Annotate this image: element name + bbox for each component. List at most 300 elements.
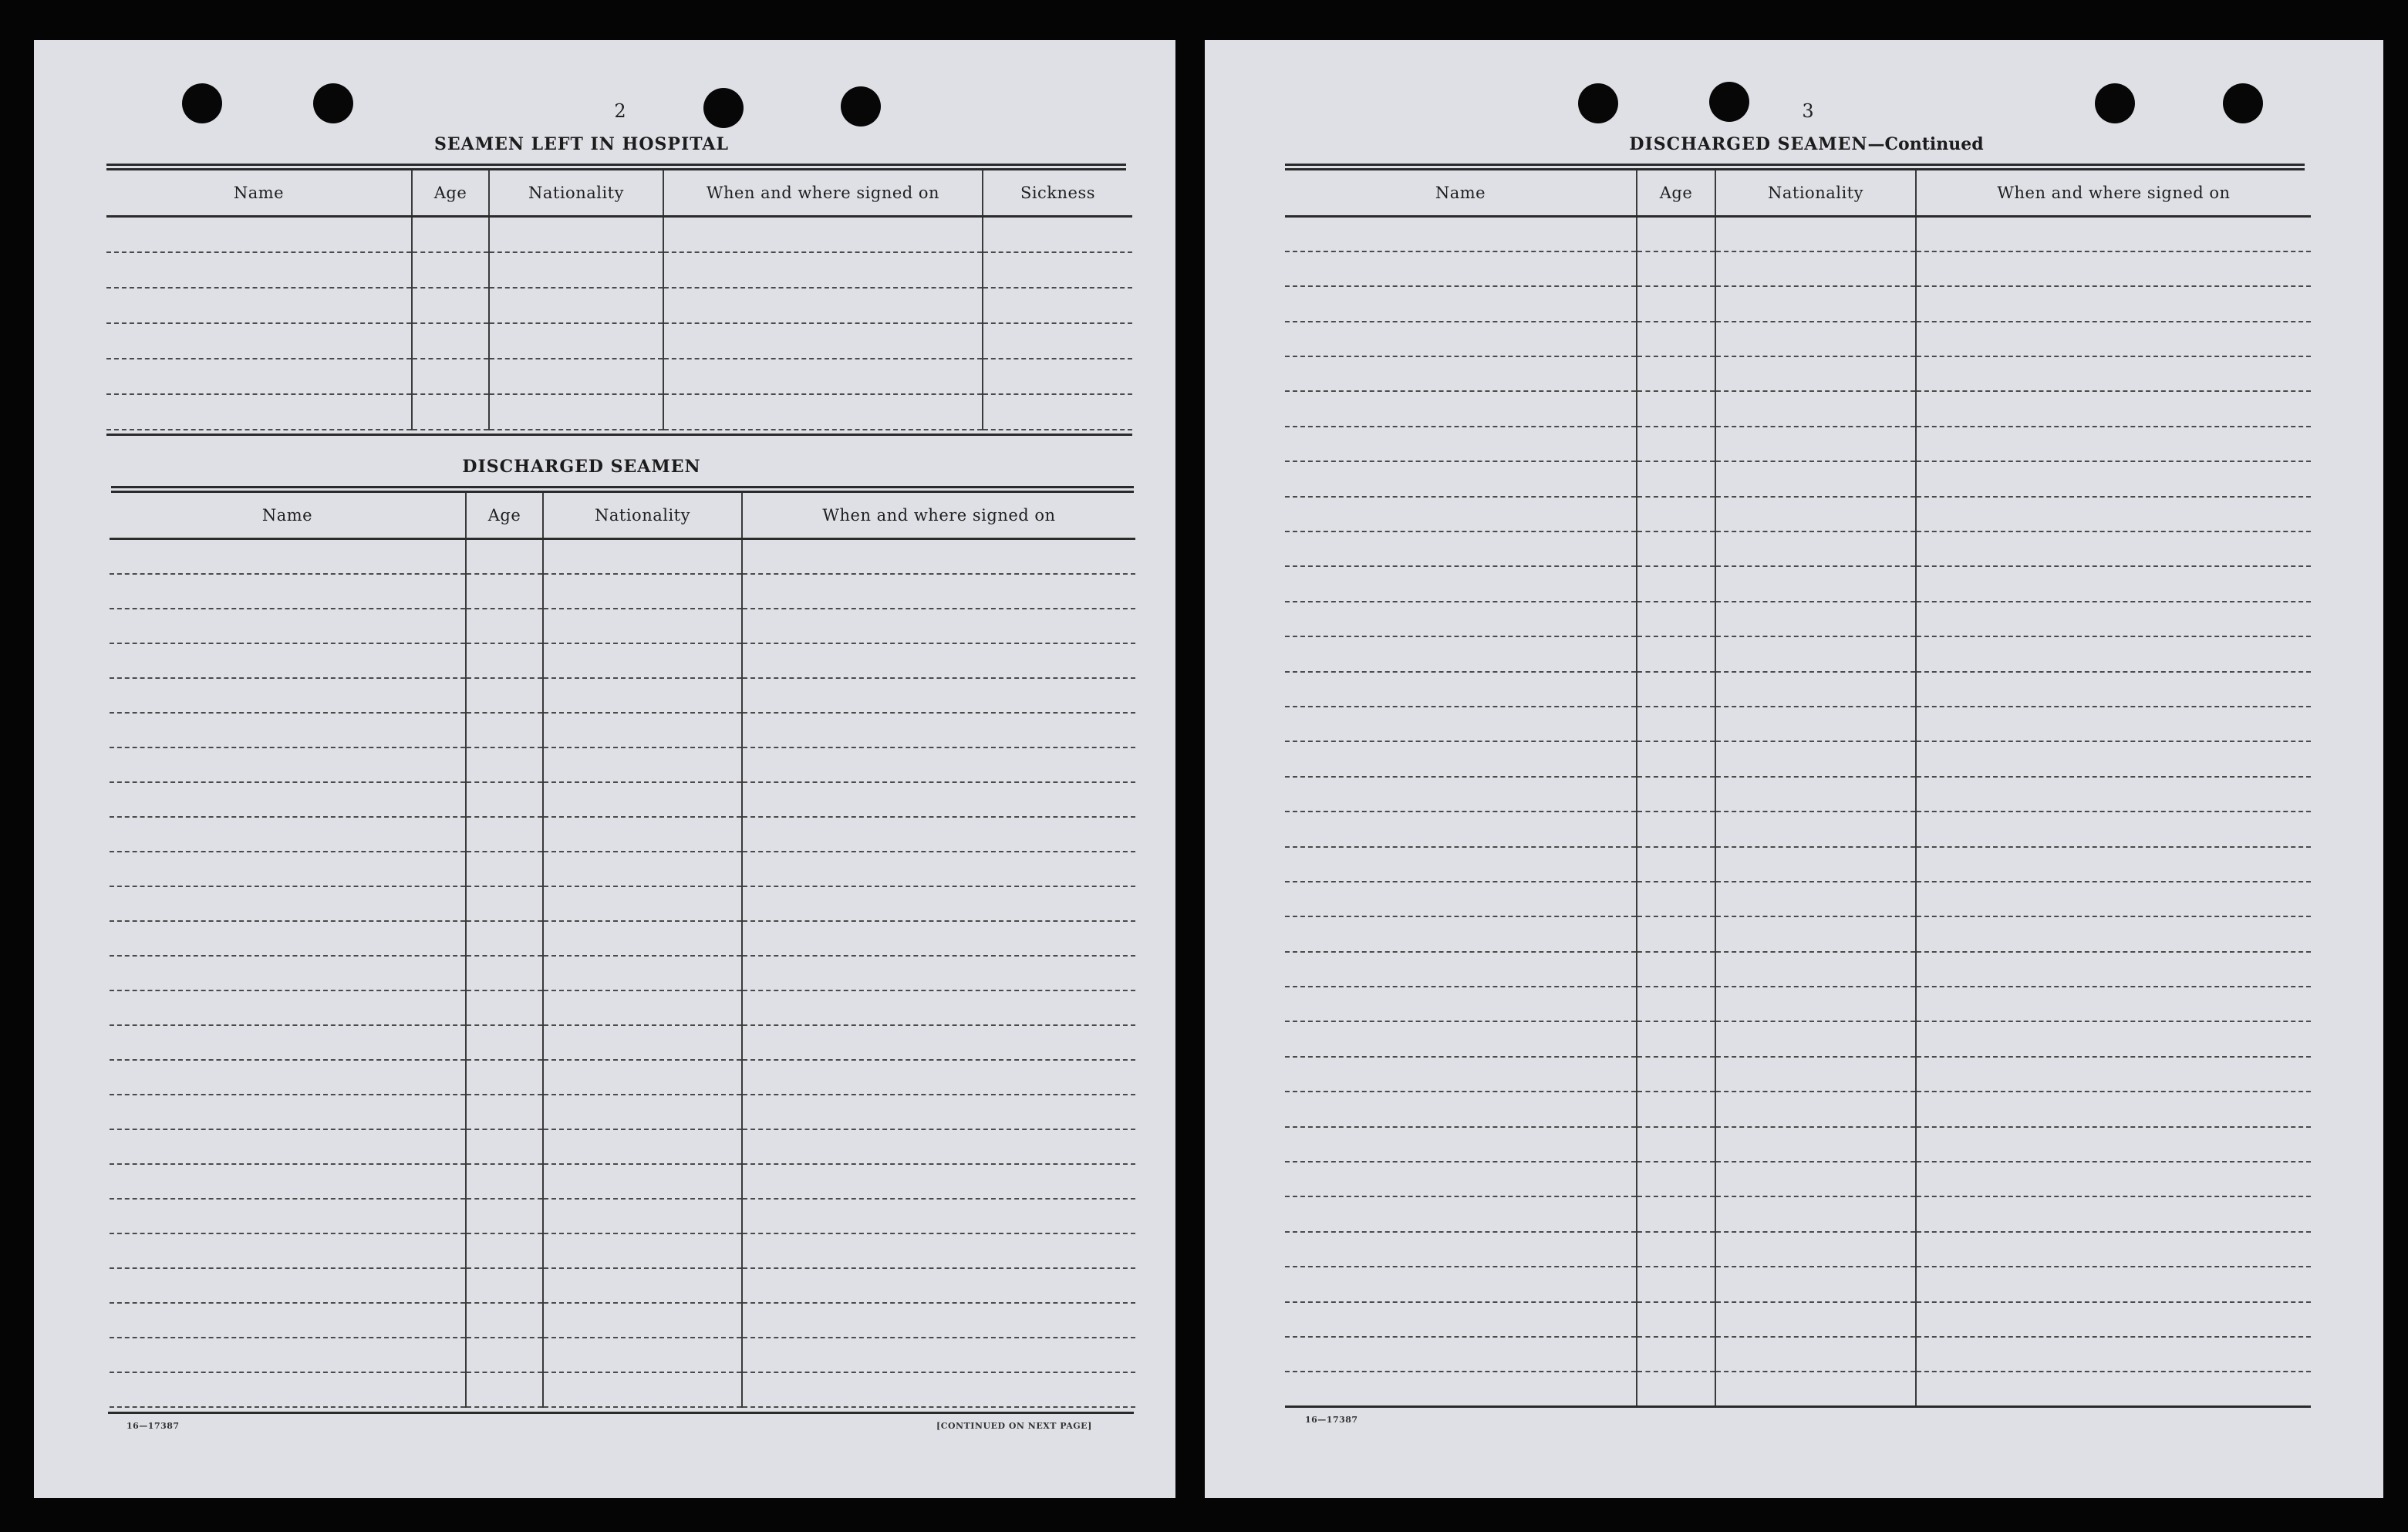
blank-entry-cell[interactable] xyxy=(1637,602,1715,636)
blank-entry-cell[interactable] xyxy=(742,1025,1135,1060)
blank-entry-cell[interactable] xyxy=(1637,952,1715,987)
blank-entry-cell[interactable] xyxy=(110,817,466,852)
table-row xyxy=(110,1338,1135,1372)
blank-entry-cell[interactable] xyxy=(742,1129,1135,1164)
blank-entry-cell[interactable] xyxy=(1637,427,1715,461)
blank-entry-cell[interactable] xyxy=(412,252,489,288)
blank-entry-cell[interactable] xyxy=(466,852,543,886)
blank-entry-cell[interactable] xyxy=(1916,286,2311,321)
blank-entry-cell[interactable] xyxy=(110,678,466,713)
blank-entry-cell[interactable] xyxy=(1285,636,1637,671)
blank-entry-cell[interactable] xyxy=(1715,1232,1916,1267)
blank-entry-cell[interactable] xyxy=(1285,1267,1637,1301)
blank-entry-cell[interactable] xyxy=(466,539,543,574)
blank-entry-cell[interactable] xyxy=(466,886,543,921)
blank-entry-cell[interactable] xyxy=(412,359,489,394)
table-row xyxy=(110,817,1135,852)
blank-entry-cell[interactable] xyxy=(466,574,543,609)
blank-entry-cell[interactable] xyxy=(1715,847,1916,882)
blank-entry-cell[interactable] xyxy=(1285,812,1637,846)
blank-entry-cell[interactable] xyxy=(1285,1162,1637,1196)
blank-entry-cell[interactable] xyxy=(543,574,742,609)
blank-entry-cell[interactable] xyxy=(1715,1372,1916,1406)
blank-entry-cell[interactable] xyxy=(983,359,1132,394)
blank-entry-cell[interactable] xyxy=(1285,882,1637,916)
blank-entry-cell[interactable] xyxy=(1637,1337,1715,1372)
blank-entry-cell[interactable] xyxy=(1285,777,1637,812)
blank-entry-cell[interactable] xyxy=(466,1233,543,1268)
blank-entry-cell[interactable] xyxy=(543,956,742,990)
blank-entry-cell[interactable] xyxy=(1916,1057,2311,1092)
hospital-table xyxy=(106,170,1132,430)
blank-entry-cell[interactable] xyxy=(1285,1196,1637,1231)
blank-entry-cell[interactable] xyxy=(1637,566,1715,601)
table-row xyxy=(1285,217,2311,251)
blank-entry-cell[interactable] xyxy=(1285,741,1637,776)
blank-entry-cell[interactable] xyxy=(110,713,466,747)
table-row xyxy=(1285,1337,2311,1372)
blank-entry-cell[interactable] xyxy=(1916,1127,2311,1162)
blank-entry-cell[interactable] xyxy=(1715,602,1916,636)
blank-entry-cell[interactable] xyxy=(110,1268,466,1303)
blank-entry-cell[interactable] xyxy=(1637,1267,1715,1301)
blank-entry-cell[interactable] xyxy=(543,1060,742,1095)
blank-entry-cell[interactable] xyxy=(543,1233,742,1268)
blank-entry-cell[interactable] xyxy=(1916,497,2311,531)
blank-entry-cell[interactable] xyxy=(1715,812,1916,846)
blank-entry-cell[interactable] xyxy=(742,1060,1135,1095)
blank-entry-cell[interactable] xyxy=(1916,777,2311,812)
blank-entry-cell[interactable] xyxy=(110,1129,466,1164)
blank-entry-cell[interactable] xyxy=(110,852,466,886)
blank-entry-cell[interactable] xyxy=(742,1268,1135,1303)
blank-entry-cell[interactable] xyxy=(1916,566,2311,601)
blank-entry-cell[interactable] xyxy=(543,1095,742,1129)
blank-entry-cell[interactable] xyxy=(543,782,742,817)
blank-entry-cell[interactable] xyxy=(663,217,983,252)
blank-entry-cell[interactable] xyxy=(1916,1196,2311,1231)
blank-entry-cell[interactable] xyxy=(1637,286,1715,321)
blank-entry-cell[interactable] xyxy=(543,817,742,852)
blank-entry-cell[interactable] xyxy=(1285,251,1637,286)
blank-entry-cell[interactable] xyxy=(543,1338,742,1372)
blank-entry-cell[interactable] xyxy=(1715,461,1916,496)
blank-entry-cell[interactable] xyxy=(1637,251,1715,286)
blank-entry-cell[interactable] xyxy=(1715,1127,1916,1162)
blank-entry-cell[interactable] xyxy=(1715,707,1916,741)
table-row xyxy=(110,539,1135,574)
blank-entry-cell[interactable] xyxy=(742,990,1135,1025)
blank-entry-cell[interactable] xyxy=(1916,1267,2311,1301)
blank-entry-cell[interactable] xyxy=(742,643,1135,678)
blank-entry-cell[interactable] xyxy=(110,643,466,678)
blank-entry-cell[interactable] xyxy=(1637,391,1715,426)
blank-entry-cell[interactable] xyxy=(742,852,1135,886)
blank-entry-cell[interactable] xyxy=(1637,1127,1715,1162)
blank-entry-cell[interactable] xyxy=(1285,672,1637,707)
blank-entry-cell[interactable] xyxy=(466,1164,543,1199)
blank-entry-cell[interactable] xyxy=(1715,1057,1916,1092)
blank-entry-cell[interactable] xyxy=(110,956,466,990)
blank-entry-cell[interactable] xyxy=(1715,531,1916,566)
column-header-nationality: Nationality xyxy=(489,170,663,217)
blank-entry-cell[interactable] xyxy=(543,1164,742,1199)
blank-entry-cell[interactable] xyxy=(110,886,466,921)
blank-entry-cell[interactable] xyxy=(1285,1232,1637,1267)
blank-entry-cell[interactable] xyxy=(1637,1302,1715,1337)
blank-entry-cell[interactable] xyxy=(110,1372,466,1407)
table-row xyxy=(110,1199,1135,1233)
blank-entry-cell[interactable] xyxy=(742,817,1135,852)
table-row xyxy=(110,713,1135,747)
blank-entry-cell[interactable] xyxy=(412,394,489,430)
blank-entry-cell[interactable] xyxy=(466,609,543,643)
blank-entry-cell[interactable] xyxy=(742,574,1135,609)
blank-entry-cell[interactable] xyxy=(983,323,1132,359)
blank-entry-cell[interactable] xyxy=(466,990,543,1025)
column-header-nationality: Nationality xyxy=(1715,170,1916,217)
blank-entry-cell[interactable] xyxy=(489,394,663,430)
blank-entry-cell[interactable] xyxy=(742,886,1135,921)
table-row xyxy=(1285,812,2311,846)
table-row xyxy=(110,1025,1135,1060)
blank-entry-cell[interactable] xyxy=(466,1303,543,1338)
blank-entry-cell[interactable] xyxy=(1285,322,1637,356)
table-row xyxy=(110,782,1135,817)
blank-entry-cell[interactable] xyxy=(1715,566,1916,601)
blank-entry-cell[interactable] xyxy=(742,1372,1135,1407)
blank-entry-cell[interactable] xyxy=(412,217,489,252)
blank-entry-cell[interactable] xyxy=(1715,497,1916,531)
blank-entry-cell[interactable] xyxy=(110,574,466,609)
blank-entry-cell[interactable] xyxy=(1916,461,2311,496)
table-row xyxy=(1285,1196,2311,1231)
blank-entry-cell[interactable] xyxy=(1285,427,1637,461)
blank-entry-cell[interactable] xyxy=(1715,987,1916,1021)
double-rule xyxy=(111,486,1134,493)
blank-entry-cell[interactable] xyxy=(466,956,543,990)
blank-entry-cell[interactable] xyxy=(1637,777,1715,812)
blank-entry-cell[interactable] xyxy=(983,217,1132,252)
blank-entry-cell[interactable] xyxy=(543,852,742,886)
blank-entry-cell[interactable] xyxy=(1285,391,1637,426)
blank-entry-cell[interactable] xyxy=(1715,741,1916,776)
table-row xyxy=(1285,1021,2311,1056)
blank-entry-cell[interactable] xyxy=(1637,636,1715,671)
blank-entry-cell[interactable] xyxy=(1916,1021,2311,1056)
blank-entry-cell[interactable] xyxy=(1285,1057,1637,1092)
blank-entry-cell[interactable] xyxy=(543,1303,742,1338)
blank-entry-cell[interactable] xyxy=(1715,1337,1916,1372)
blank-entry-cell[interactable] xyxy=(1916,952,2311,987)
title-suffix: —Continued xyxy=(1867,134,1984,154)
blank-entry-cell[interactable] xyxy=(466,1372,543,1407)
blank-entry-cell[interactable] xyxy=(1916,1372,2311,1406)
blank-entry-cell[interactable] xyxy=(466,713,543,747)
blank-entry-cell[interactable] xyxy=(1916,741,2311,776)
blank-entry-cell[interactable] xyxy=(489,288,663,323)
blank-entry-cell[interactable] xyxy=(1916,987,2311,1021)
blank-entry-cell[interactable] xyxy=(1715,916,1916,951)
blank-entry-cell[interactable] xyxy=(742,713,1135,747)
column-header-when-and-where-signed-on: When and where signed on xyxy=(742,493,1135,539)
blank-entry-cell[interactable] xyxy=(742,1233,1135,1268)
blank-entry-cell[interactable] xyxy=(1285,1127,1637,1162)
table-row xyxy=(1285,566,2311,601)
blank-entry-cell[interactable] xyxy=(1916,322,2311,356)
blank-entry-cell[interactable] xyxy=(543,886,742,921)
blank-entry-cell[interactable] xyxy=(110,1303,466,1338)
blank-entry-cell[interactable] xyxy=(742,1303,1135,1338)
blank-entry-cell[interactable] xyxy=(106,252,412,288)
blank-entry-cell[interactable] xyxy=(1285,566,1637,601)
blank-entry-cell[interactable] xyxy=(543,539,742,574)
blank-entry-cell[interactable] xyxy=(412,323,489,359)
blank-entry-cell[interactable] xyxy=(466,1199,543,1233)
blank-entry-cell[interactable] xyxy=(1637,217,1715,251)
blank-entry-cell[interactable] xyxy=(1715,1196,1916,1231)
blank-entry-cell[interactable] xyxy=(1916,602,2311,636)
blank-entry-cell[interactable] xyxy=(1715,1021,1916,1056)
blank-entry-cell[interactable] xyxy=(1285,707,1637,741)
blank-entry-cell[interactable] xyxy=(983,288,1132,323)
blank-entry-cell[interactable] xyxy=(110,1233,466,1268)
blank-entry-cell[interactable] xyxy=(1715,1162,1916,1196)
blank-entry-cell[interactable] xyxy=(1916,636,2311,671)
blank-entry-cell[interactable] xyxy=(742,1338,1135,1372)
blank-entry-cell[interactable] xyxy=(466,643,543,678)
blank-entry-cell[interactable] xyxy=(110,1338,466,1372)
blank-entry-cell[interactable] xyxy=(1916,707,2311,741)
blank-entry-cell[interactable] xyxy=(106,394,412,430)
blank-entry-cell[interactable] xyxy=(1916,356,2311,391)
blank-entry-cell[interactable] xyxy=(466,782,543,817)
blank-entry-cell[interactable] xyxy=(663,252,983,288)
discharged-table-left xyxy=(110,493,1135,1408)
blank-entry-cell[interactable] xyxy=(1637,1232,1715,1267)
blank-entry-cell[interactable] xyxy=(1715,427,1916,461)
blank-entry-cell[interactable] xyxy=(1916,812,2311,846)
blank-entry-cell[interactable] xyxy=(1916,1337,2311,1372)
table-row xyxy=(110,747,1135,782)
blank-entry-cell[interactable] xyxy=(1285,1337,1637,1372)
blank-entry-cell[interactable] xyxy=(110,539,466,574)
blank-entry-cell[interactable] xyxy=(1637,461,1715,496)
blank-entry-cell[interactable] xyxy=(466,678,543,713)
blank-entry-cell[interactable] xyxy=(1916,251,2311,286)
blank-entry-cell[interactable] xyxy=(1715,1267,1916,1301)
blank-entry-cell[interactable] xyxy=(110,990,466,1025)
blank-entry-cell[interactable] xyxy=(1285,1021,1637,1056)
blank-entry-cell[interactable] xyxy=(1916,1162,2311,1196)
blank-entry-cell[interactable] xyxy=(1285,1302,1637,1337)
blank-entry-cell[interactable] xyxy=(1715,286,1916,321)
blank-entry-cell[interactable] xyxy=(742,921,1135,956)
blank-entry-cell[interactable] xyxy=(1285,286,1637,321)
blank-entry-cell[interactable] xyxy=(663,288,983,323)
blank-entry-cell[interactable] xyxy=(466,921,543,956)
blank-entry-cell[interactable] xyxy=(110,1095,466,1129)
table-row xyxy=(1285,882,2311,916)
blank-entry-cell[interactable] xyxy=(1637,1372,1715,1406)
blank-entry-cell[interactable] xyxy=(742,1164,1135,1199)
blank-entry-cell[interactable] xyxy=(663,359,983,394)
blank-entry-cell[interactable] xyxy=(742,782,1135,817)
blank-entry-cell[interactable] xyxy=(110,782,466,817)
blank-entry-cell[interactable] xyxy=(1285,916,1637,951)
blank-entry-cell[interactable] xyxy=(1637,707,1715,741)
blank-entry-cell[interactable] xyxy=(1715,251,1916,286)
blank-entry-cell[interactable] xyxy=(1285,531,1637,566)
blank-entry-cell[interactable] xyxy=(543,1199,742,1233)
blank-entry-cell[interactable] xyxy=(543,713,742,747)
blank-entry-cell[interactable] xyxy=(466,1129,543,1164)
blank-entry-cell[interactable] xyxy=(1916,427,2311,461)
blank-entry-cell[interactable] xyxy=(543,678,742,713)
blank-entry-cell[interactable] xyxy=(489,217,663,252)
blank-entry-cell[interactable] xyxy=(1285,497,1637,531)
blank-entry-cell[interactable] xyxy=(543,1129,742,1164)
blank-entry-cell[interactable] xyxy=(543,643,742,678)
blank-entry-cell[interactable] xyxy=(489,252,663,288)
blank-entry-cell[interactable] xyxy=(1285,1092,1637,1126)
blank-entry-cell[interactable] xyxy=(1637,987,1715,1021)
table-row xyxy=(1285,531,2311,566)
blank-entry-cell[interactable] xyxy=(1715,217,1916,251)
table-row xyxy=(106,252,1132,288)
blank-entry-cell[interactable] xyxy=(1637,1057,1715,1092)
blank-entry-cell[interactable] xyxy=(110,1164,466,1199)
double-rule xyxy=(106,164,1126,170)
table-row xyxy=(1285,1267,2311,1301)
blank-entry-cell[interactable] xyxy=(1916,672,2311,707)
blank-entry-cell[interactable] xyxy=(1637,741,1715,776)
blank-entry-cell[interactable] xyxy=(110,921,466,956)
blank-entry-cell[interactable] xyxy=(1637,1162,1715,1196)
blank-entry-cell[interactable] xyxy=(1637,1021,1715,1056)
blank-entry-cell[interactable] xyxy=(1285,1372,1637,1406)
blank-entry-cell[interactable] xyxy=(106,217,412,252)
blank-entry-cell[interactable] xyxy=(1715,322,1916,356)
table-row xyxy=(110,1372,1135,1407)
blank-entry-cell[interactable] xyxy=(1637,672,1715,707)
blank-entry-cell[interactable] xyxy=(1285,952,1637,987)
blank-entry-cell[interactable] xyxy=(1916,1092,2311,1126)
blank-entry-cell[interactable] xyxy=(983,394,1132,430)
column-header-age: Age xyxy=(1637,170,1715,217)
blank-entry-cell[interactable] xyxy=(1637,1092,1715,1126)
blank-entry-cell[interactable] xyxy=(1637,1196,1715,1231)
blank-entry-cell[interactable] xyxy=(1285,461,1637,496)
blank-entry-cell[interactable] xyxy=(1916,882,2311,916)
blank-entry-cell[interactable] xyxy=(543,1025,742,1060)
blank-entry-cell[interactable] xyxy=(742,1199,1135,1233)
blank-entry-cell[interactable] xyxy=(1637,847,1715,882)
blank-entry-cell[interactable] xyxy=(1637,916,1715,951)
blank-entry-cell[interactable] xyxy=(110,1060,466,1095)
blank-entry-cell[interactable] xyxy=(543,747,742,782)
blank-entry-cell[interactable] xyxy=(663,323,983,359)
blank-entry-cell[interactable] xyxy=(466,1338,543,1372)
blank-entry-cell[interactable] xyxy=(1916,916,2311,951)
blank-entry-cell[interactable] xyxy=(1715,391,1916,426)
blank-entry-cell[interactable] xyxy=(1916,847,2311,882)
blank-entry-cell[interactable] xyxy=(1916,531,2311,566)
blank-entry-cell[interactable] xyxy=(466,1060,543,1095)
blank-entry-cell[interactable] xyxy=(1916,217,2311,251)
table-row xyxy=(1285,777,2311,812)
blank-entry-cell[interactable] xyxy=(466,1025,543,1060)
blank-entry-cell[interactable] xyxy=(1637,322,1715,356)
blank-entry-cell[interactable] xyxy=(1637,882,1715,916)
blank-entry-cell[interactable] xyxy=(1637,497,1715,531)
discharged-section-title: DISCHARGED SEAMEN xyxy=(462,457,701,477)
blank-entry-cell[interactable] xyxy=(742,1095,1135,1129)
blank-entry-cell[interactable] xyxy=(1285,217,1637,251)
blank-entry-cell[interactable] xyxy=(1916,1302,2311,1337)
blank-entry-cell[interactable] xyxy=(1715,356,1916,391)
blank-entry-cell[interactable] xyxy=(110,747,466,782)
blank-entry-cell[interactable] xyxy=(742,539,1135,574)
blank-entry-cell[interactable] xyxy=(1715,1302,1916,1337)
blank-entry-cell[interactable] xyxy=(543,990,742,1025)
blank-entry-cell[interactable] xyxy=(1285,847,1637,882)
blank-entry-cell[interactable] xyxy=(1715,636,1916,671)
blank-entry-cell[interactable] xyxy=(106,288,412,323)
punch-hole xyxy=(313,83,353,123)
blank-entry-cell[interactable] xyxy=(1715,882,1916,916)
blank-entry-cell[interactable] xyxy=(466,747,543,782)
discharged-bottom-rule xyxy=(1285,1405,2311,1408)
blank-entry-cell[interactable] xyxy=(1285,356,1637,391)
blank-entry-cell[interactable] xyxy=(742,609,1135,643)
blank-entry-cell[interactable] xyxy=(543,1268,742,1303)
blank-entry-cell[interactable] xyxy=(110,1025,466,1060)
blank-entry-cell[interactable] xyxy=(983,252,1132,288)
blank-entry-cell[interactable] xyxy=(1715,777,1916,812)
blank-entry-cell[interactable] xyxy=(110,609,466,643)
blank-entry-cell[interactable] xyxy=(1637,531,1715,566)
blank-entry-cell[interactable] xyxy=(1715,952,1916,987)
blank-entry-cell[interactable] xyxy=(466,1095,543,1129)
table-row xyxy=(1285,1162,2311,1196)
blank-entry-cell[interactable] xyxy=(1916,391,2311,426)
blank-entry-cell[interactable] xyxy=(1285,602,1637,636)
blank-entry-cell[interactable] xyxy=(543,921,742,956)
blank-entry-cell[interactable] xyxy=(742,678,1135,713)
blank-entry-cell[interactable] xyxy=(466,1268,543,1303)
table-row xyxy=(110,921,1135,956)
blank-entry-cell[interactable] xyxy=(489,323,663,359)
blank-entry-cell[interactable] xyxy=(663,394,983,430)
blank-entry-cell[interactable] xyxy=(742,747,1135,782)
blank-entry-cell[interactable] xyxy=(1715,672,1916,707)
blank-entry-cell[interactable] xyxy=(106,323,412,359)
blank-entry-cell[interactable] xyxy=(1637,356,1715,391)
blank-entry-cell[interactable] xyxy=(1285,987,1637,1021)
blank-entry-cell[interactable] xyxy=(110,1199,466,1233)
blank-entry-cell[interactable] xyxy=(106,359,412,394)
blank-entry-cell[interactable] xyxy=(1715,1092,1916,1126)
blank-entry-cell[interactable] xyxy=(1916,1232,2311,1267)
blank-entry-cell[interactable] xyxy=(489,359,663,394)
blank-entry-cell[interactable] xyxy=(543,1372,742,1407)
blank-entry-cell[interactable] xyxy=(466,817,543,852)
blank-entry-cell[interactable] xyxy=(543,609,742,643)
blank-entry-cell[interactable] xyxy=(412,288,489,323)
blank-entry-cell[interactable] xyxy=(742,956,1135,990)
blank-entry-cell[interactable] xyxy=(1637,812,1715,846)
